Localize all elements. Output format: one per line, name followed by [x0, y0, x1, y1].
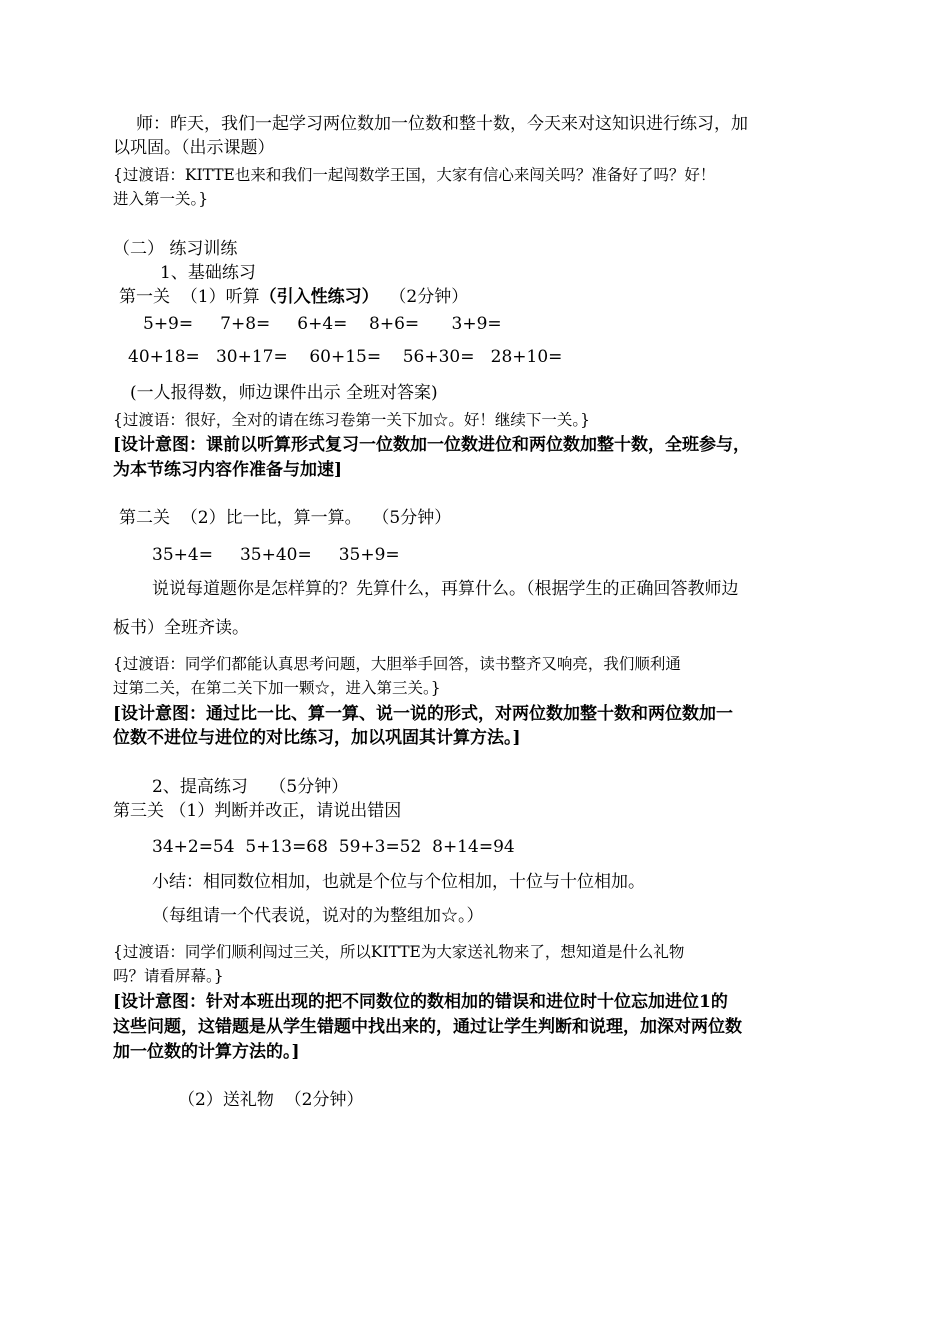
level3-label: 第三关 （1）判断并改正，请说出错因 — [113, 801, 402, 821]
level1-note: (一人报得数，师边课件出示 全班对答案) — [130, 383, 438, 403]
level1-design-line-2: 为本节练习内容作准备与加速] — [113, 460, 343, 480]
level3-design-line-3: 加一位数的计算方法的。] — [113, 1042, 300, 1062]
level2-problems-row: 35+4= 35+40= 35+9= — [152, 545, 400, 565]
level2-design-line-2: 位数不进位与进位的对比练习，加以巩固其计算方法。] — [113, 728, 521, 748]
level3-summary: 小结：相同数位相加，也就是个位与个位相加，十位与十位相加。 — [152, 872, 645, 892]
level1-transition: {过渡语：很好，全对的请在练习卷第一关下加☆。好！继续下一关。} — [113, 411, 590, 429]
level3-transition-line-2: 吗？请看屏幕。} — [113, 967, 224, 985]
transition-line-1: {过渡语：KITTE也来和我们一起闯数学王国，大家有信心来闯关吗？准备好了吗？好！ — [113, 166, 716, 184]
level1-label-prefix: 第一关 （1）听算 — [119, 287, 260, 307]
level2-label: 第二关 （2）比一比，算一算。 （5分钟） — [119, 508, 452, 528]
level1-problems-row2: 40+18= 30+17= 60+15= 56+30= 28+10= — [128, 347, 563, 367]
level3-design-line-1: [设计意图：针对本班出现的把不同数位的数相加的错误和进位时十位忘加进位1的 — [113, 992, 728, 1012]
level1-label — [119, 286, 468, 308]
level3-transition-line-1: {过渡语：同学们顺利闯过三关，所以KITTE为大家送礼物来了，想知道是什么礼物 — [113, 943, 685, 961]
transition-line-2: 进入第一关。} — [113, 190, 209, 208]
level2-question-line-2: 板书）全班齐读。 — [113, 618, 249, 638]
level2-design-line-1: [设计意图：通过比一比、算一算、说一说的形式，对两位数加整十数和两位数加一 — [113, 704, 734, 724]
level1-design-line-1: [设计意图：课前以听算形式复习一位数加一位数进位和两位数加整十数，全班参与， — [113, 435, 751, 455]
level3-design-line-2: 这些问题，这错题是从学生错题中找出来的，通过让学生判断和说理，加深对两位数 — [113, 1017, 742, 1037]
level1-label-bold: （引入性练习） — [259, 287, 379, 307]
level1-problems-row1: 5+9= 7+8= 6+4= 8+6= 3+9= — [143, 314, 502, 334]
level1-label-suffix: （2分钟） — [378, 287, 469, 307]
teacher-line-2: 以巩固。（出示课题） — [113, 138, 275, 158]
section-heading-practice: （二） 练习训练 — [113, 239, 238, 259]
improve-practice-heading: 2、提高练习 （5分钟） — [152, 777, 349, 797]
level2-transition-line-2: 过第二关，在第二关下加一颗☆，进入第三关。} — [113, 679, 441, 697]
level2-transition-line-1: {过渡语：同学们都能认真思考问题，大胆举手回答，读书整齐又响亮，我们顺利通 — [113, 655, 681, 673]
level3-group-note: （每组请一个代表说，说对的为整组加☆。） — [152, 906, 484, 926]
level2-question-line-1: 说说每道题你是怎样算的？先算什么，再算什么。（根据学生的正确回答教师边 — [152, 579, 739, 599]
gift-heading: （2）送礼物 （2分钟） — [178, 1090, 364, 1110]
teacher-line-1: 师：昨天，我们一起学习两位数加一位数和整十数，今天来对这知识进行练习，加 — [136, 114, 748, 134]
level3-problems-row: 34+2=54 5+13=68 59+3=52 8+14=94 — [152, 837, 515, 857]
basic-practice-heading: 1、基础练习 — [160, 263, 256, 283]
